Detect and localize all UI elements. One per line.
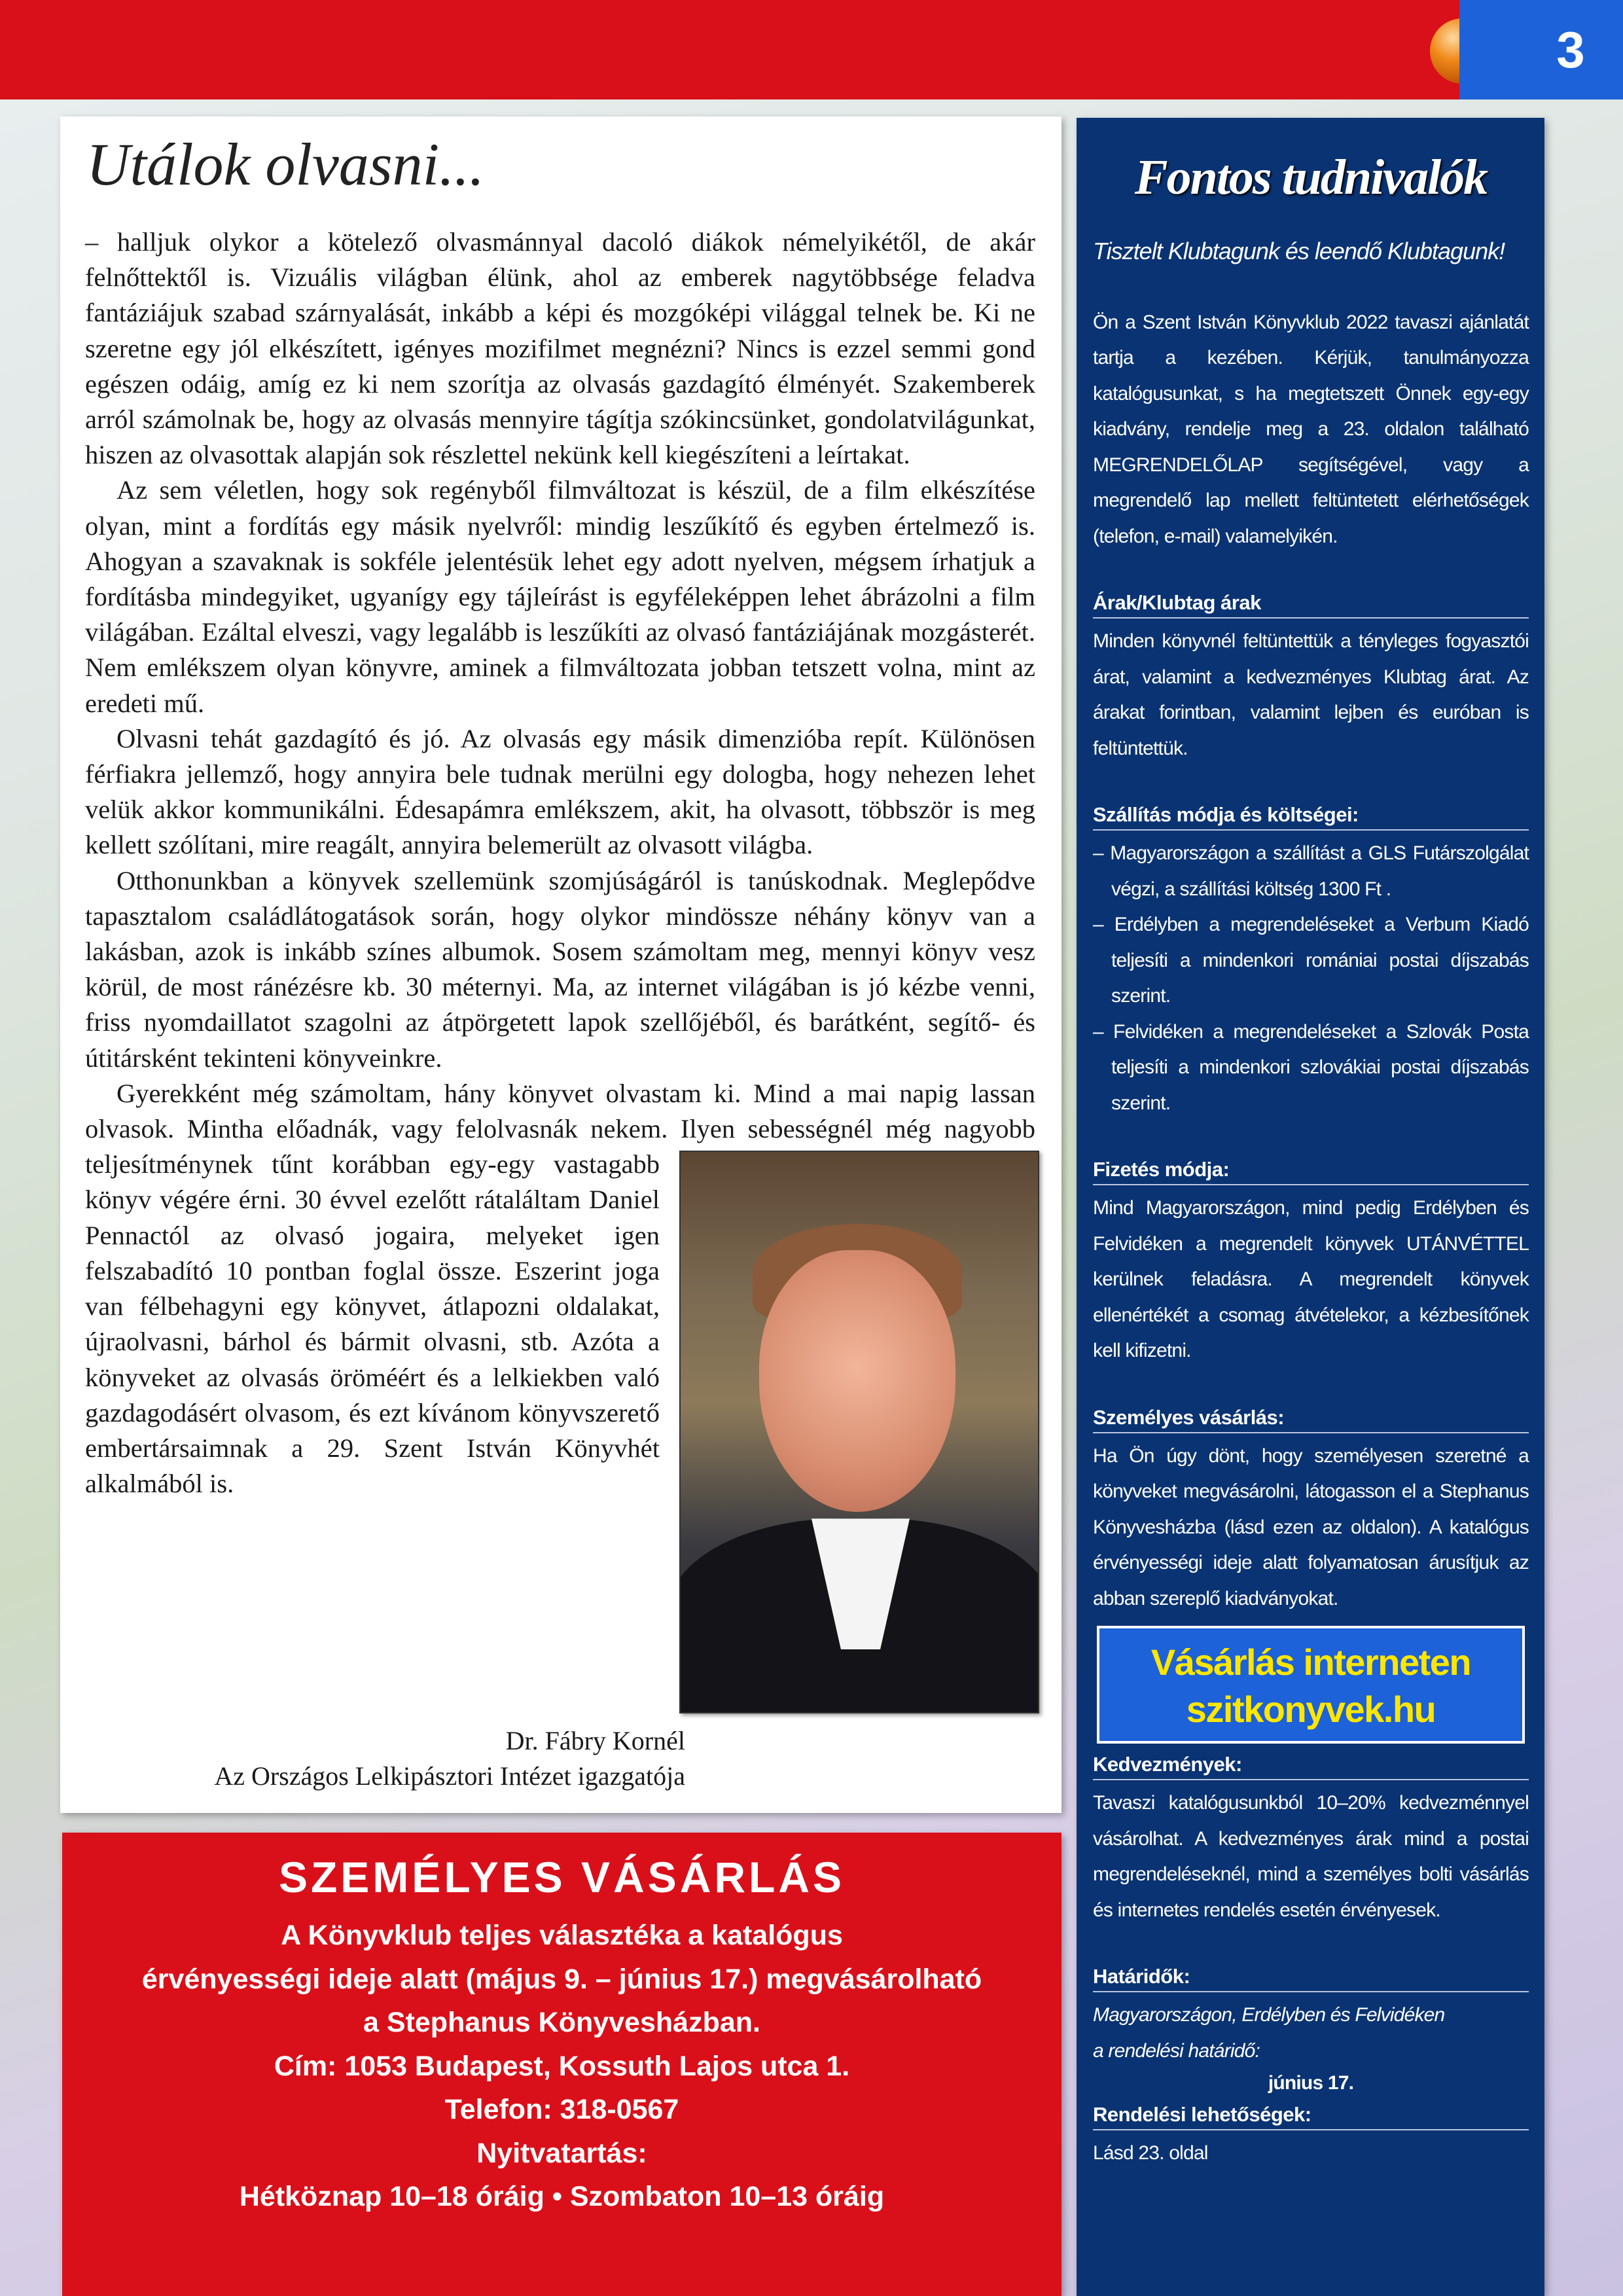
article-body bbox=[85, 224, 1035, 1713]
sidebar-greeting: Tisztelt Klubtagunk és leendő Klubtagunk! bbox=[1093, 238, 1505, 264]
article-box bbox=[60, 117, 1061, 1813]
shop-box-phone: Telefon: 318-0567 bbox=[444, 2094, 679, 2125]
personal-text: Ha Ön úgy dönt, hogy személyesen szeretné a könyveket megvásárolni, látogasson el a Stephanus Könyvesházba (lásd ezen az oldalon). A katalógus érvényességi ideje alatt folyamatosan árusítjuk az abban szereplő kiadványokat. bbox=[1093, 1444, 1529, 1609]
personal-shopping-box bbox=[62, 1833, 1061, 2296]
article-title: Utálok olvasni... bbox=[86, 131, 485, 198]
prices-heading: Árak/Klubtag árak bbox=[1093, 588, 1529, 619]
article-paragraph bbox=[85, 1076, 1035, 1501]
shop-box-hours-label: Nyitvatartás: bbox=[476, 2137, 647, 2169]
deadline-date: június 17. bbox=[1268, 2072, 1354, 2094]
info-sidebar bbox=[1077, 118, 1544, 2296]
personal-heading: Személyes vásárlás: bbox=[1093, 1403, 1529, 1433]
discount-text: Tavaszi katalógusunkból 10–20% kedvezménnyel vásárolhat. A kedvezményes árak mind a postai megrendeléseknél, mind a személyes bolti vásárlás és internetes rendelés esetén érvényesek. bbox=[1093, 1792, 1529, 1921]
article-paragraph: – halljuk olykor a kötelező olvasmánnyal dacoló diákok némelyikétől, de akár felnőttektől is. Vizuális világban élünk, ahol az emberek nagytöbbsége feladva fantáziájuk szabad szárnyalását, inkább a képi és mozgóképi világgal telnek be. Ki ne szeretne egy jól elkészített, igényes mozifilmet megnézni? Nincs is ezzel semmi gond egészen odáig, amíg ez ki nem szorítja az olvasás gazdagító élményét. Szakemberek arról számolnak be, hogy az olvasás mennyire tágítja szókincsünket, gondolatvilágunkat, hiszen az olvasottak alapján sok részlettel nekünk kell kiegészíteni a leírtakat. bbox=[85, 227, 1035, 470]
article-paragraph: Az sem véletlen, hogy sok regényből filmváltozat is készül, de a film elkészítése olyan, mint a fordítás egy másik nyelvről: mindig leszűkítő és egyben értelmező is. Ahogyan a szavaknak is sokféle jelentésük lehet egy adott nyelven, mégsem írhatjuk a fordításba mindegyiket, ugyanígy egy tájleírást is egyféleképpen lehet ábrázolni a film világában. Ezáltal elveszi, vagy legalább is leszűkíti az olvasó fantáziájának mozgásterét. Nem emlékszem olyan könyvre, aminek a filmváltozata jobban tetszett volna, mint az eredeti mű. bbox=[85, 475, 1035, 718]
discount-heading: Kedvezmények: bbox=[1093, 1750, 1529, 1780]
shop-box-line: A Könyvklub teljes választéka a katalógus bbox=[281, 1920, 843, 1951]
deadline-line: Magyarországon, Erdélyben és Felvidéken bbox=[1093, 2004, 1445, 2026]
shop-box-title: SZEMÉLYES VÁSÁRLÁS bbox=[278, 1853, 846, 1901]
deadline-heading: Határidők: bbox=[1093, 1962, 1529, 1992]
article-paragraph: Otthonunkban a könyvek szellemünk szomjúságáról is tanúskodnak. Meglepődve tapasztalom családlátogatások során, hogy olykor mindössze néhány könyv van a lakásban, azok is inkább színes albumok. Sosem számoltam meg, mennyi könyv vesz körül, de most ránézésre kb. 30 méternyi. Ma, az internet világában is jó kézbe venni, friss nyomdaillatot szagolni az átpörgetett lapok szellőjéből, és barátként, segítő- és útitársként tekinteni könyveinkre. bbox=[85, 865, 1035, 1073]
shipping-heading: Szállítás módja és költségei: bbox=[1093, 800, 1529, 831]
article-paragraph: Olvasni tehát gazdagító és jó. Az olvasás egy másik dimenzióba repít. Különösen férfiakra jellemző, hogy annyira bele tudnak merülni egy dologba, hogy nehezen lehet velük akkor kommunikálni. Édesapámra emlékszem, akit, ha olvasott, többször is meg kellett szólítani, mire reagált, annyira belemerült az olvasott világba. bbox=[85, 723, 1035, 860]
shop-box-line: a Stephanus Könyvesházban. bbox=[363, 2007, 760, 2038]
prices-text: Minden könyvnél feltüntettük a tényleges fogyasztói árat, valamint a kedvezményes Klubtag árat. Az árakat forintban, valamint lejben és euróban is feltüntettük. bbox=[1093, 630, 1529, 759]
shop-box-hours: Hétköznap 10–18 óráig • Szombaton 10–13 óráig bbox=[239, 2181, 885, 2212]
author-title: Az Országos Lelkipásztori Intézet igazgatója bbox=[214, 1761, 685, 1791]
author-portrait-photo bbox=[679, 1151, 1039, 1713]
sidebar-intro: Ön a Szent István Könyvklub 2022 tavaszi ajánlatát tartja a kezében. Kérjük, tanulmányozza katalógusunkat, s ha megtetszett Önnek egy-egy kiadvány, rendelje meg a 23. oldalon található MEGRENDELŐLAP segítségével, vagy a megrendelő lap mellett feltüntetett elérhetőségek (telefon, e-mail) valamelyikén. bbox=[1093, 311, 1529, 547]
article-text: még nagyobb teljesítménynek tűnt korábban egy-egy vastagabb könyv végére érni. 30 évvel ezelőtt rátaláltam Daniel Pennactól az olvasó jogaira, melyeket igen felszabadító 10 pontban foglal össze. Eszerint joga van félbehagyni egy könyvet, átlapozni oldalakat, újraolvasni, bárhol és bármit olvasni, stb. Azóta a könyveket az olvasás öröméért és a lelkiekben való gazdagodásért olvasom, és ezt kívánom könyvszerető embertársaimnak a 29. Szent István Könyvhét alkalmából is. bbox=[85, 1114, 1035, 1499]
top-red-bar bbox=[0, 0, 1623, 99]
online-shop-label: Vásárlás interneten bbox=[1150, 1641, 1471, 1683]
online-shop-url[interactable]: szitkonyvek.hu bbox=[1186, 1689, 1436, 1730]
article-text: Gyerekként még számoltam, hány könyvet olvastam ki. Mind a mai napig lassan olvasok. Mintha előadnák, vagy felolvasnák nekem. Ilyen sebességnél bbox=[85, 1078, 1035, 1144]
shop-box-line: érvényességi ideje alatt (május 9. – június 17.) megvásárolható bbox=[141, 1963, 982, 1995]
order-heading: Rendelési lehetőségek: bbox=[1093, 2100, 1529, 2130]
online-shop-link[interactable] bbox=[1097, 1626, 1525, 1744]
shipping-item: – Magyarországon a szállítást a GLS Futárszolgálat végzi, a szállítási költség 1300 Ft . bbox=[1093, 842, 1529, 900]
shipping-item: – Erdélyben a megrendeléseket a Verbum Kiadó teljesíti a mindenkori romániai postai díjszabás szerint. bbox=[1093, 914, 1529, 1007]
page-number: 3 bbox=[1459, 0, 1623, 99]
author-signature bbox=[214, 1723, 685, 1794]
payment-heading: Fizetés módja: bbox=[1093, 1155, 1529, 1185]
payment-text: Mind Magyarországon, mind pedig Erdélyben és Felvidéken a megrendelt könyvek UTÁNVÉTTEL kerülnek feladásra. A megrendelt könyvek ellenértékét a csomag átvételekor, a kézbesítőnek kell kifizetni. bbox=[1093, 1197, 1529, 1361]
deadline-line: a rendelési határidő: bbox=[1093, 2039, 1260, 2062]
author-name: Dr. Fábry Kornél bbox=[505, 1726, 685, 1755]
sidebar-title: Fontos tudnivalók bbox=[1134, 150, 1488, 205]
shop-box-address: Cím: 1053 Budapest, Kossuth Lajos utca 1. bbox=[274, 2050, 850, 2082]
order-text: Lásd 23. oldal bbox=[1093, 2142, 1208, 2164]
shipping-item: – Felvidéken a megrendeléseket a Szlovák Posta teljesíti a mindenkori szlovákiai postai díjszabás szerint. bbox=[1093, 1020, 1529, 1114]
